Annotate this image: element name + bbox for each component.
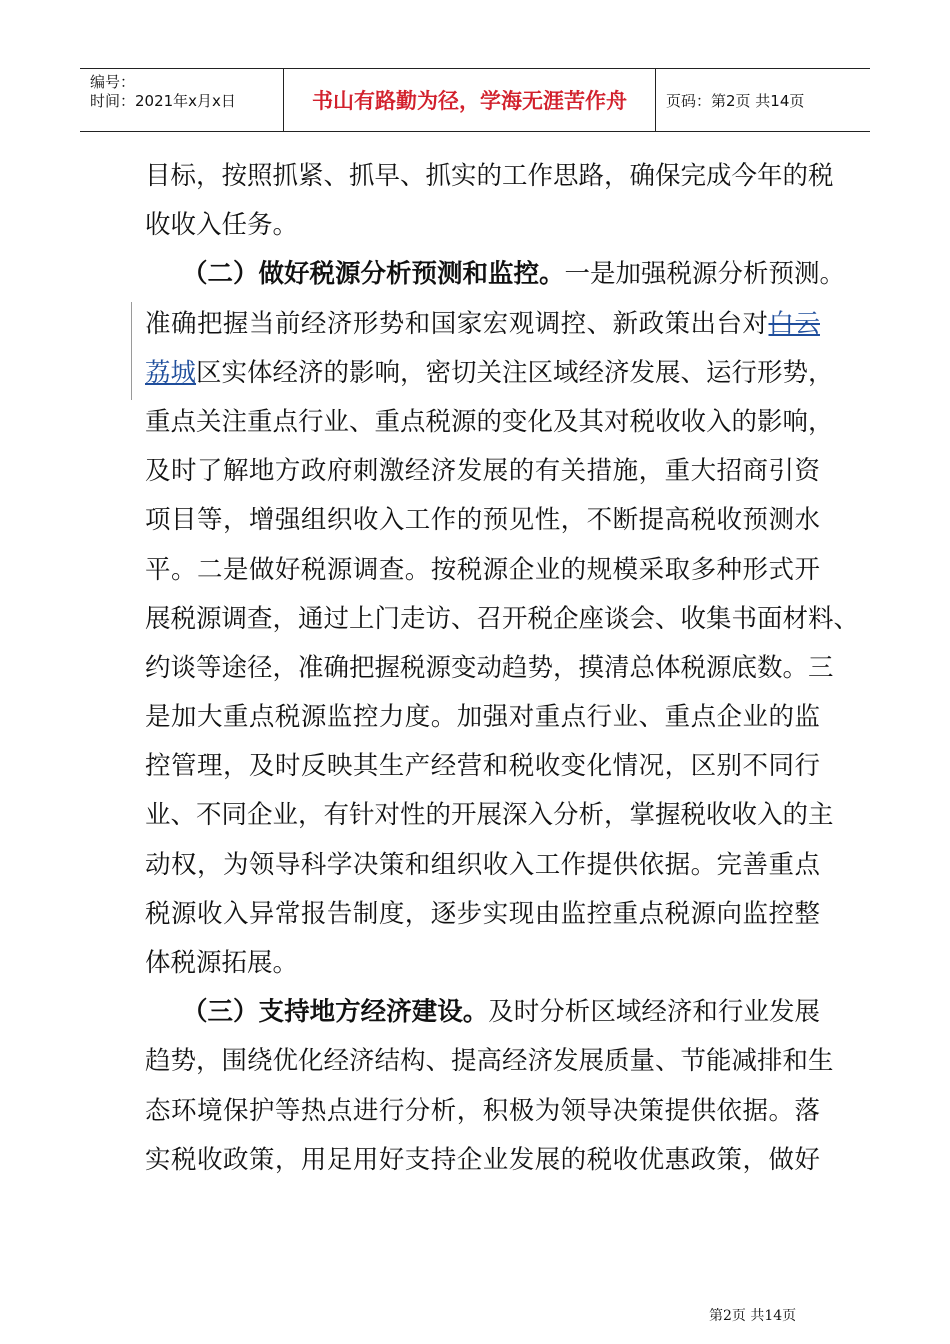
header-motto: 书山有路勤为径，学海无涯苦作舟 (283, 69, 656, 131)
page-footer: 第2页 共14页 (709, 1308, 797, 1324)
body-line: 是加大重点税源监控力度。加强对重点行业、重点企业的监 (145, 702, 820, 733)
body-line: 展税源调查，通过上门走访、召开税企座谈会、收集书面材料、 (145, 603, 860, 634)
body-line: 收收入任务。 (145, 210, 299, 241)
inserted-text[interactable]: 荔城 (145, 357, 197, 388)
body-line: 体税源拓展。 (145, 948, 299, 978)
section-heading: （二）做好税源分析预测和监控。 (182, 259, 565, 290)
body-line: 态环境保护等热点进行分析，积极为领导决策提供依据。落 (145, 1095, 820, 1126)
body-line (145, 250, 846, 299)
body-text-span: 及时分析区域经济和行业发展 (488, 997, 820, 1028)
body-line: 趋势，围绕优化经济结构、提高经济发展质量、节能减排和生 (145, 1046, 834, 1077)
deleted-text[interactable]: 白云 (768, 308, 820, 339)
doc-date-label: 时间：2021年x月x日 (90, 92, 236, 110)
revision-bar (131, 302, 132, 400)
body-text-span: 一是加强税源分析预测。 (564, 259, 846, 290)
body-text-span: 区实体经济的影响，密切关注区域经济发展、运行形势， (196, 357, 834, 388)
header-meta (80, 69, 283, 131)
body-line: 及时了解地方政府刺激经济发展的有关措施，重大招商引资 (145, 456, 820, 487)
body-line: 约谈等途径，准确把握税源变动趋势，摸清总体税源底数。三 (145, 652, 834, 683)
body-line: 业、不同企业，有针对性的开展深入分析，掌握税收收入的主 (145, 800, 834, 831)
body-line: 实税收政策，用足用好支持企业发展的税收优惠政策，做好 (145, 1144, 820, 1175)
body-line: 重点关注重点行业、重点税源的变化及其对税收收入的影响， (145, 406, 834, 437)
body-line: 平。二是做好税源调查。按税源企业的规模采取多种形式开 (145, 554, 820, 585)
body-line: 目标，按照抓紧、抓早、抓实的工作思路，确保完成今年的税 (145, 161, 834, 191)
body-line: 动权，为领导科学决策和组织收入工作提供依据。完善重点 (145, 849, 820, 880)
section-heading: （三）支持地方经济建设。 (182, 997, 489, 1028)
body-line (145, 349, 834, 398)
body-line: 税源收入异常报告制度，逐步实现由监控重点税源向监控整 (145, 898, 820, 929)
body-line (145, 988, 820, 1037)
doc-number-label: 编号： (90, 73, 136, 91)
body-line (145, 300, 820, 349)
body-line: 控管理，及时反映其生产经营和税收变化情况，区别不同行 (145, 751, 820, 782)
document-body (145, 152, 860, 1185)
header-page-info: 页码：第2页 共14页 (666, 91, 805, 110)
body-text-span: 准确把握当前经济形势和国家宏观调控、新政策出台对 (145, 308, 769, 339)
page-header (80, 68, 870, 132)
body-line: 项目等，增强组织收入工作的预见性，不断提高税收预测水 (145, 505, 820, 536)
